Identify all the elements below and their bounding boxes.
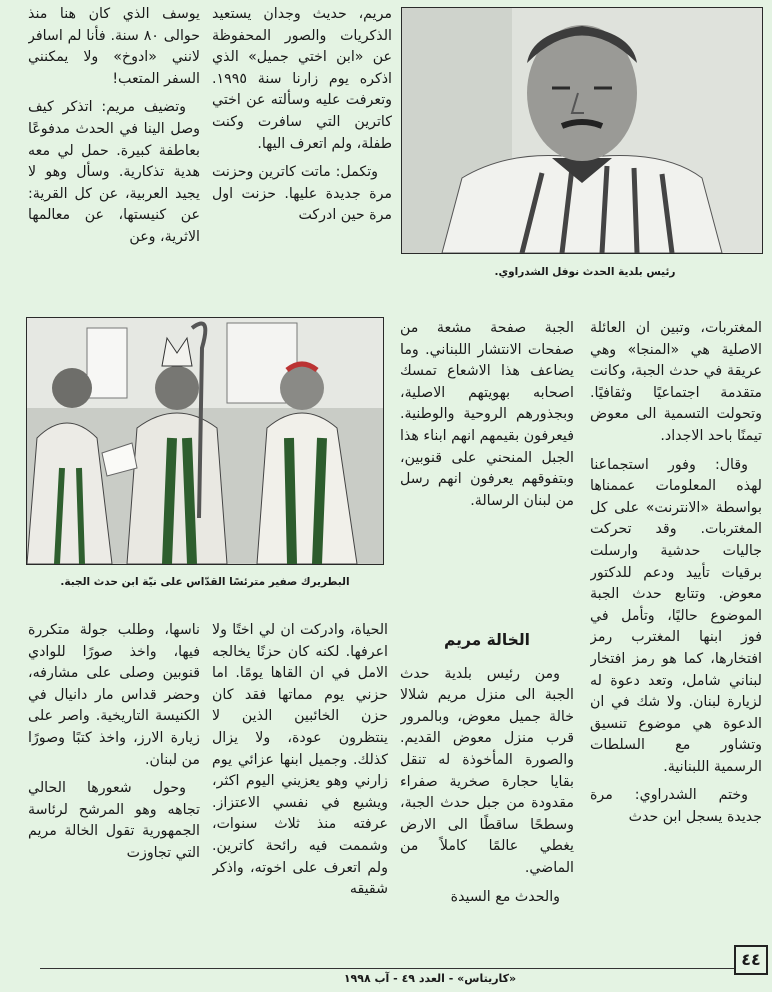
section-heading: الخالة مريم	[444, 631, 530, 649]
paragraph: وختم الشدراوي: مرة جديدة يسجل ابن حدث	[590, 787, 762, 826]
article-column-aunt	[400, 626, 574, 938]
paragraph: وتكمل: ماتت كاترين وحزنت مرة جديدة عليها. حزنت اول مرة حين ادركت	[212, 164, 392, 224]
paragraph: وقال: وفور استجماعنا لهذه المعلومات عممناها بواسطة «الانترنت» على كل المغتربات. وقد تحركت جاليات حدشية وارسلت برقيات تأييد ودعم للدكتور معوض. وتتابع حدث الجبة الموضوع حاليًا، وتأمل في فوز ابنها المغترب رمز افتخارها، كما هو رمز افتخار لبناني شامل، وتعد دعوة له لزيارة لبنان. ولا شك في ان الدعوة هي موضوع تنسيق وتشاور مع السلطات الرسمية اللبنانية.	[590, 456, 762, 775]
paragraph: الجبة صفحة مشعة من صفحات الانتشار اللبناني. وما يضاعف هذا الاشعاع تمسك اصحابه بهويتهم الاصلية، وبجذورهم الروحية والوطنية. فيعرفون بقيمهم انهم ابناء هذا الجبل المنحني على قنوبين، وبتفوقهم يعرفون انهم رسل من لبنان الرسالة.	[400, 320, 574, 509]
article-column-middle-center	[400, 318, 574, 588]
paragraph: ومن رئيس بلدية حدث الجبة الى منزل مريم شلالا خالة جميل معوض، وبالمرور قرب منزل معوض القديم. والصورة المأخوذة له تنقل بقايا حجارة صخرية صفراء مقدودة من جبل حدث الجبة، وسطحًا ساقطًا الى الارض يغطي عالمًا كاملاً من الماضي.	[400, 665, 574, 876]
paragraph: وحول شعورها الحالي تجاهه وهو المرشح لرئاسة الجمهورية تقول الخالة مريم التي تجاوزت	[28, 780, 200, 861]
footer-divider	[40, 968, 756, 969]
mass-caption: البطريرك صفير مترئسًا القدّاس على نيّة ابن حدث الجبة.	[60, 576, 350, 588]
paragraph: مريم، حديث وجدان يستعيد الذكريات والصور المحفوظة عن «ابن اختي جميل» الذي اذكره يوم زارنا سنة ١٩٩٥. وتعرفت عليه وسألته عن اختي كاترين التي سافرت وكنت طفلة، ولم اتعرف اليها.	[212, 6, 392, 152]
issue-info: «كاريتاس» - العدد ٤٩ - آب ١٩٩٨	[343, 972, 517, 985]
paragraph: المغتربات، وتبين ان العائلة الاصلية هي «المنجا» وهي عريقة في حدث الجبة، وكانت متقدمة اجتماعيًا وثقافيًا. وتحولت التسمية الى معوض تيمنًا باحد الاجداد.	[590, 320, 762, 444]
mass-photo	[26, 317, 384, 565]
paragraph: يوسف الذي كان هنا منذ حوالى ٨٠ سنة. فأنا لم اسافر لانني «ادوخ» ولا يمكنني السفر المتعب!	[28, 6, 200, 87]
portrait-caption: رئيس بلدية الحدث نوفل الشدراوي.	[494, 266, 676, 278]
page-number: ٤٤	[734, 945, 768, 975]
article-column-top-left	[28, 4, 200, 288]
article-column-bottom-middle	[212, 620, 388, 938]
article-column-middle-right	[590, 318, 762, 938]
article-column-top-middle	[212, 4, 392, 288]
article-column-bottom-left	[28, 620, 200, 938]
paragraph: والحدث مع السيدة	[450, 888, 560, 905]
paragraph: الحياة، وادركت ان لي اختًا ولا اعرفها. لكنه كان حزنًا يخالجه الامل في ان القاها يومًا. اما حزني يوم مماتها فقد كان حزن الخائبين الذين لا ينتظرون عودة، ولا يزال كذلك. وجميل ابنها عزائي يوم زارني وهو يعزيني اليوم اكثر، ويشيع في نفسي الاعتزاز. عرفته منذ ثلاث سنوات، وشممت فيه رائحة كاترين. ولم اتعرف على اخوته، واذكر شقيقه	[212, 622, 388, 898]
paragraph: وتضيف مريم: اتذكر كيف وصل الينا في الحدث مدفوعًا بعاطفة كبيرة. حمل لي معه هدية تذكارية. وسأل وهو لا يجيد العربية، عن كل القرية: عن كنيستها، عن معالمها الاثرية، وعن	[28, 99, 200, 245]
paragraph: ناسها، وطلب جولة متكررة فيها، واخذ صورًا للوادي قنوبين وصلى على مشارفه، وحضر قداس مار دانيال في الكنيسة التاريخية. واصر على زيارة الارز، واخذ كتبًا وصورًا من لبنان.	[28, 622, 200, 768]
portrait-photo	[401, 7, 763, 254]
